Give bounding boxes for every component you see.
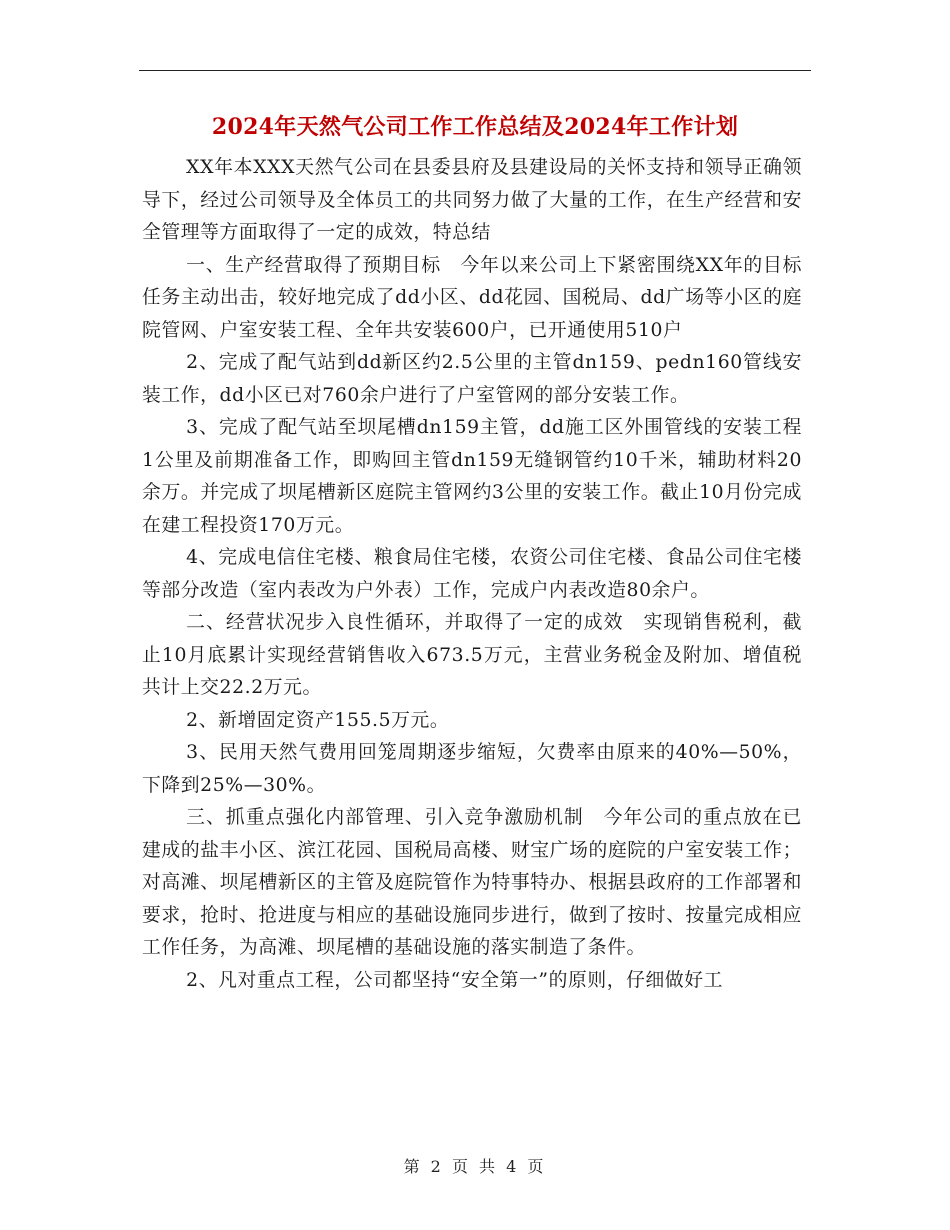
paragraph-item: 2、完成了配气站到dd新区约2.5公里的主管dn159、pedn160管线安装工作，dd小区已对760余户进行了户室管网的部分安装工作。 [142, 352, 802, 406]
document-title: 2024年天然气公司工作工作总结及2024年工作计划 [211, 114, 739, 140]
header-rule [139, 70, 811, 71]
document-body [142, 152, 802, 997]
paragraph-item: 3、完成了配气站至坝尾槽dn159主管，dd施工区外围管线的安装工程1公里及前期准备工作，即购回主管dn159无缝钢管约10千米，辅助材料20余万。并完成了坝尾槽新区庭院主管网约3公里的安装工作。截止10月份完成在建工程投资170万元。 [142, 417, 802, 536]
paragraph-item: 4、完成电信住宅楼、粮食局住宅楼，农资公司住宅楼、食品公司住宅楼等部分改造（室内表改为户外表）工作，完成户内表改造80余户。 [142, 547, 802, 601]
paragraph-item: 2、新增固定资产155.5万元。 [186, 709, 450, 731]
paragraph-item: 3、民用天然气费用回笼周期逐步缩短，欠费率由原来的40%—50%，下降到25%—30%。 [142, 742, 802, 796]
paragraph-intro: XX年本XXX天然气公司在县委县府及县建设局的关怀支持和领导正确领导下，经过公司领导及全体员工的共同努力做了大量的工作，在生产经营和安全管理等方面取得了一定的成效，特总结 [142, 157, 802, 243]
page-number-footer: 第 2 页 共 4 页 [403, 1157, 547, 1176]
paragraph-item: 2、凡对重点工程，公司都坚持“安全第一”的原则，仔细做好工 [186, 969, 724, 991]
paragraph-section-1: 一、生产经营取得了预期目标 今年以来公司上下紧密围绕XX年的目标任务主动出击，较好地完成了dd小区、dd花园、国税局、dd广场等小区的庭院管网、户室安装工程、全年共安装600户，已开通使用510户 [142, 254, 802, 341]
paragraph-section-2: 二、经营状况步入良性循环，并取得了一定的成效 实现销售税利，截止10月底累计实现经营销售收入673.5万元，主营业务税金及附加、增值税共计上交22.2万元。 [142, 612, 802, 698]
paragraph-section-3: 三、抓重点强化内部管理、引入竞争激励机制 今年公司的重点放在已建成的盐丰小区、滨江花园、国税局高楼、财宝广场的庭院的户室安装工作；对高滩、坝尾槽新区的主管及庭院管作为特事特办、根据县政府的工作部署和要求，抢时、抢进度与相应的基础设施同步进行，做到了按时、按量完成相应工作任务，为高滩、坝尾槽的基础设施的落实制造了条件。 [142, 807, 802, 958]
